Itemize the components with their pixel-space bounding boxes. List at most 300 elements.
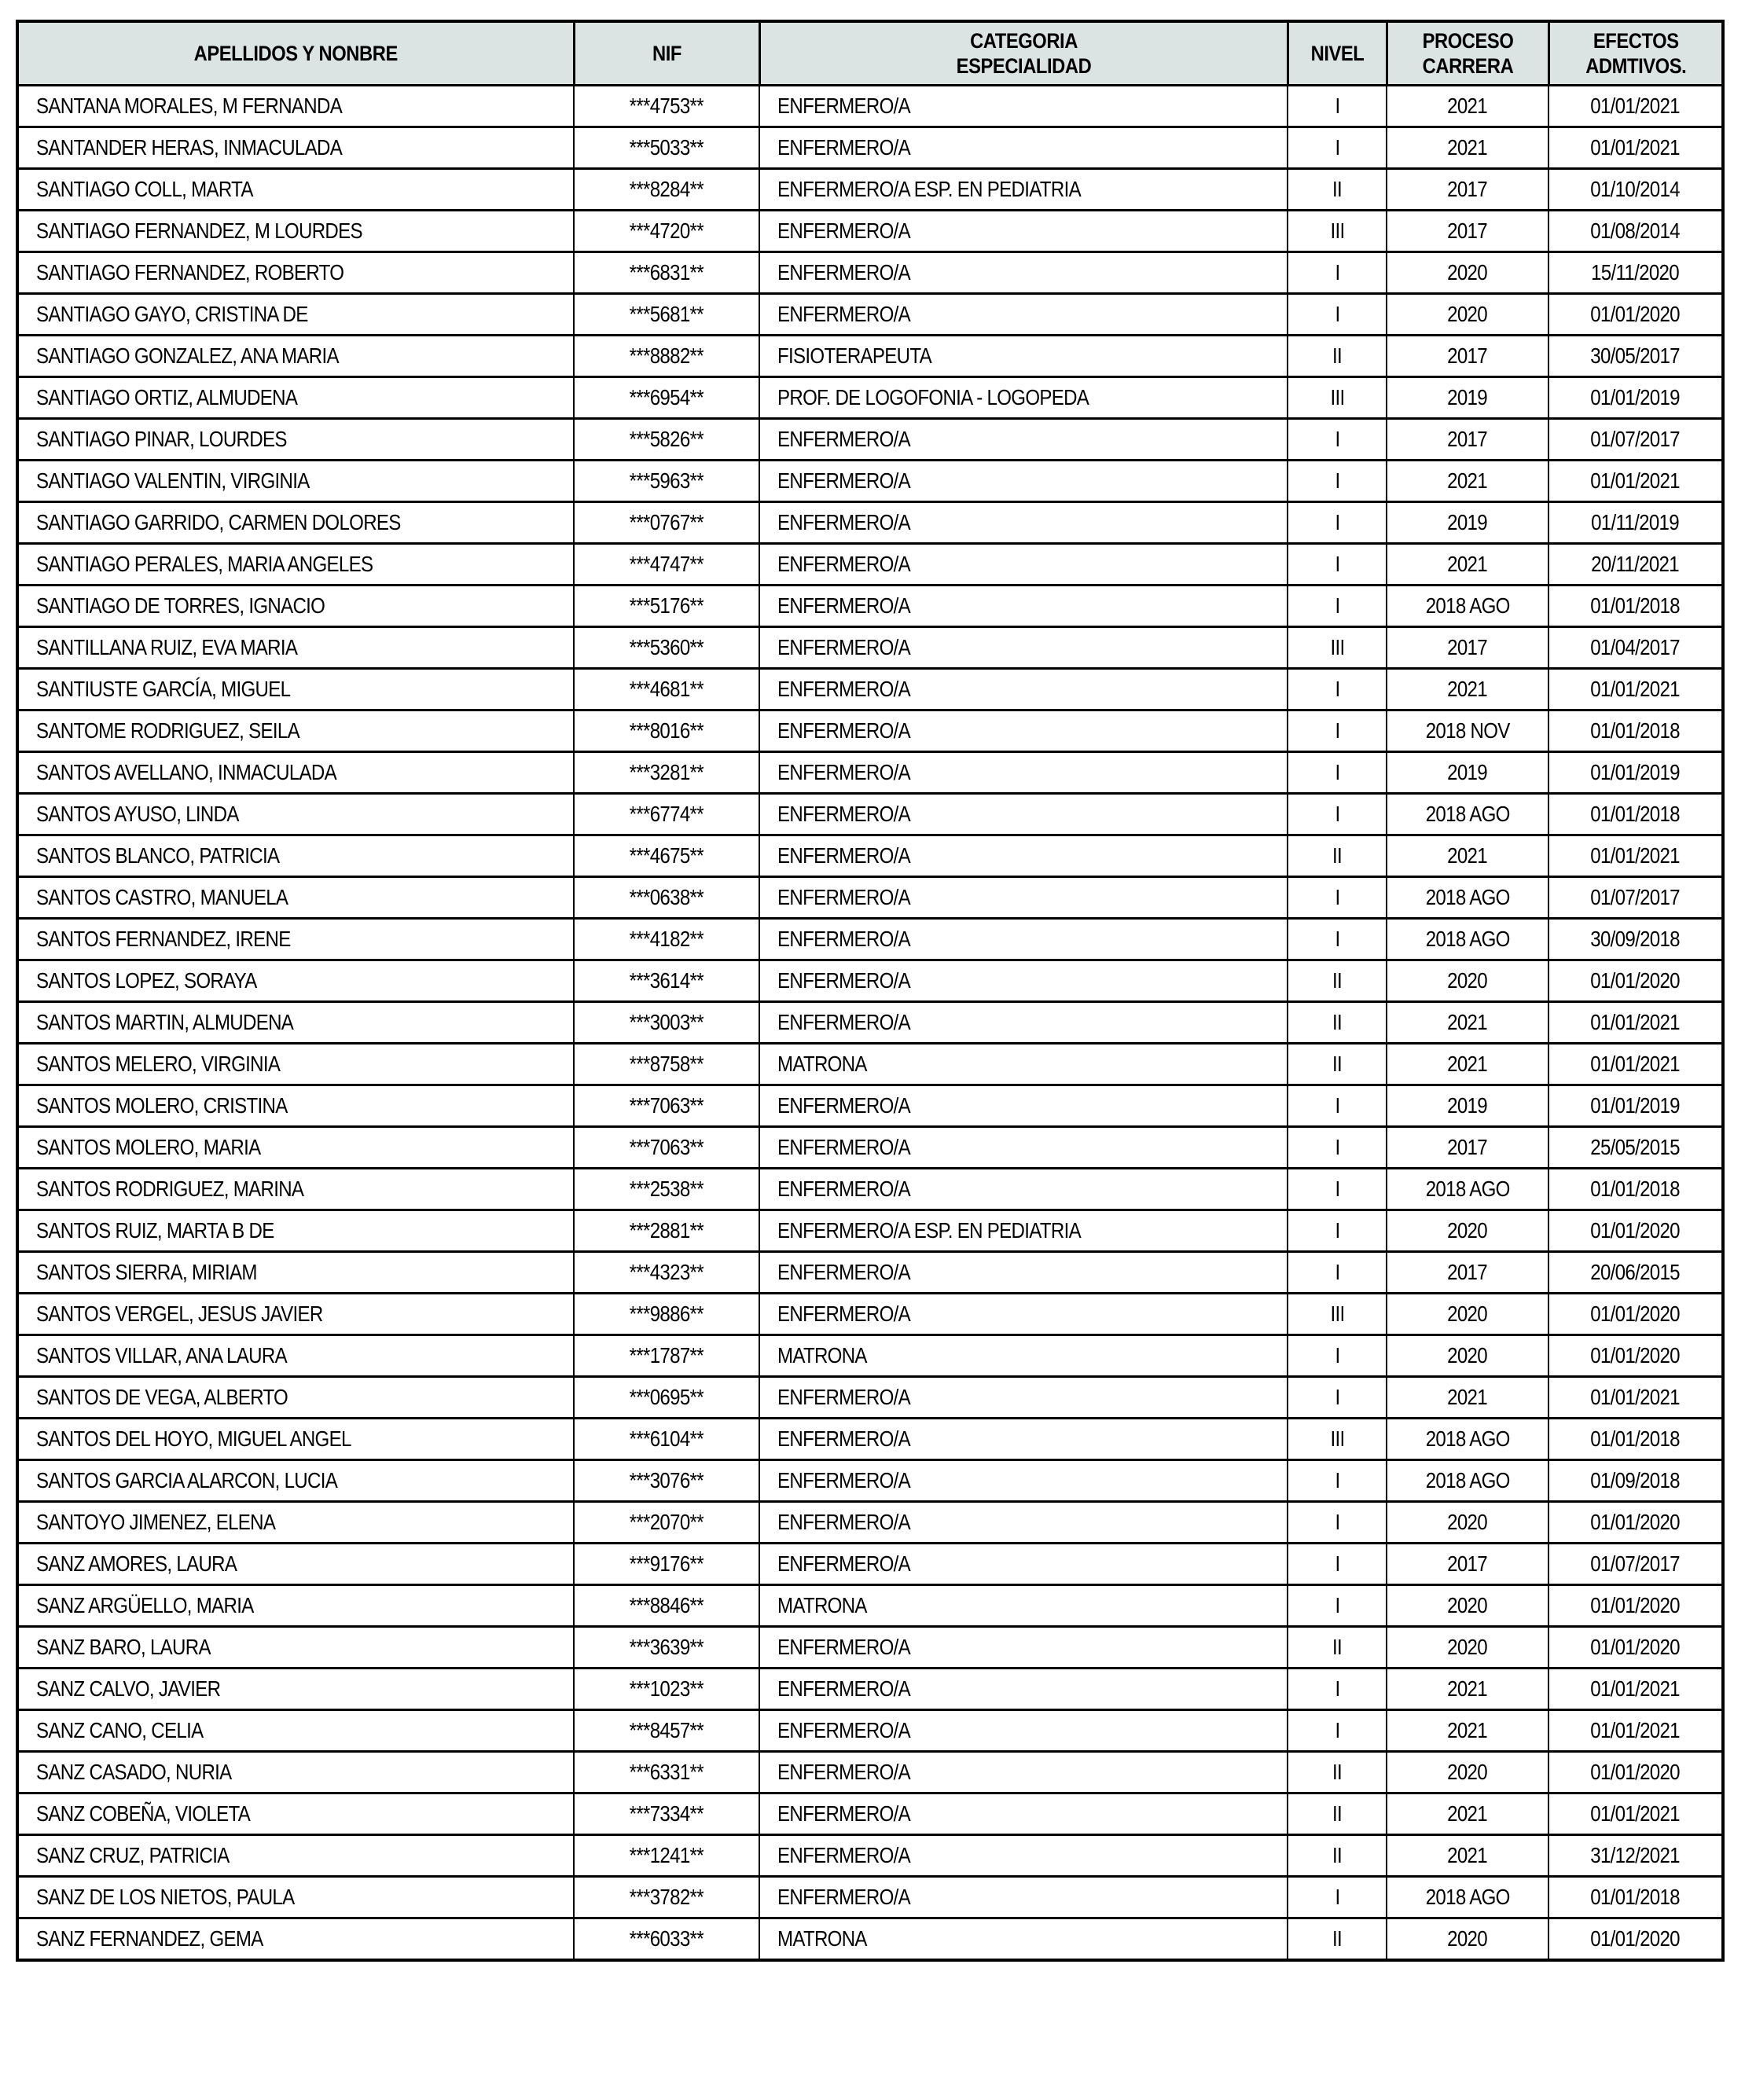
- cell-categoria-text: ENFERMERO/A: [777, 1301, 911, 1326]
- cell-nif: [574, 1294, 759, 1335]
- cell-nivel-text: I: [1334, 1260, 1339, 1284]
- cell-nif: [574, 1710, 759, 1752]
- cell-name: [17, 86, 574, 127]
- cell-name-text: SANTIAGO ORTIZ, ALMUDENA: [36, 385, 298, 409]
- cell-nif-text: ***0695**: [629, 1385, 704, 1409]
- table-row: [17, 877, 1723, 919]
- cell-proceso-text: 2020: [1447, 1218, 1488, 1243]
- cell-efectos-text: 01/01/2021: [1590, 1801, 1681, 1826]
- cell-nivel: [1288, 1918, 1387, 1961]
- cell-nivel: [1288, 252, 1387, 294]
- cell-efectos-text: 20/11/2021: [1591, 552, 1680, 576]
- cell-nivel-text: I: [1334, 1593, 1339, 1617]
- cell-proceso: [1387, 710, 1548, 752]
- cell-name-text: SANZ FERNANDEZ, GEMA: [36, 1926, 263, 1951]
- cell-name-text: SANTIAGO GARRIDO, CARMEN DOLORES: [36, 510, 401, 534]
- cell-name: [17, 752, 574, 794]
- cell-nif-text: ***3076**: [629, 1468, 704, 1492]
- cell-name-text: SANZ CALVO, JAVIER: [36, 1676, 221, 1701]
- column-header-efectos: [1548, 21, 1723, 86]
- cell-nif-text: ***4681**: [629, 677, 704, 701]
- cell-efectos-text: 31/12/2021: [1590, 1843, 1681, 1867]
- cell-name: [17, 1627, 574, 1669]
- column-header-name: [17, 21, 574, 86]
- cell-nif: [574, 1335, 759, 1377]
- table-row: [17, 1460, 1723, 1502]
- cell-efectos-text: 01/01/2021: [1590, 1010, 1681, 1034]
- cell-categoria-text: ENFERMERO/A: [777, 677, 911, 701]
- cell-nif-text: ***5360**: [629, 635, 704, 659]
- cell-name: [17, 1002, 574, 1044]
- table-row: [17, 1627, 1723, 1669]
- cell-proceso-text: 2020: [1447, 1301, 1488, 1326]
- cell-nivel-text: I: [1334, 1510, 1339, 1534]
- cell-nivel: [1288, 1210, 1387, 1252]
- cell-nif-text: ***2070**: [629, 1510, 704, 1534]
- cell-name: [17, 1127, 574, 1169]
- cell-nif-text: ***4323**: [629, 1260, 704, 1284]
- cell-nivel-text: I: [1334, 1885, 1339, 1909]
- cell-proceso-text: 2018 AGO: [1425, 885, 1510, 909]
- cell-efectos-text: 20/06/2015: [1590, 1260, 1681, 1284]
- cell-proceso-text: 2018 AGO: [1425, 1426, 1510, 1451]
- cell-nivel: [1288, 1544, 1387, 1585]
- cell-proceso: [1387, 461, 1548, 502]
- column-header-label: EFECTOS: [1593, 29, 1679, 53]
- cell-nivel: [1288, 294, 1387, 336]
- cell-nif-text: ***1241**: [629, 1843, 704, 1867]
- cell-proceso: [1387, 1877, 1548, 1918]
- cell-proceso-text: 2021: [1447, 94, 1488, 118]
- cell-proceso-text: 2021: [1447, 1676, 1488, 1701]
- cell-categoria: [759, 586, 1288, 627]
- cell-categoria: [759, 1294, 1288, 1335]
- cell-efectos-text: 15/11/2020: [1591, 260, 1680, 285]
- column-header-nivel: [1288, 21, 1387, 86]
- cell-efectos: [1548, 502, 1723, 544]
- cell-name: [17, 1294, 574, 1335]
- cell-nivel: [1288, 1085, 1387, 1127]
- cell-name-text: SANTOS GARCIA ALARCON, LUCIA: [36, 1468, 338, 1492]
- cell-efectos: [1548, 1377, 1723, 1419]
- cell-name: [17, 1044, 574, 1085]
- cell-nif: [574, 835, 759, 877]
- cell-efectos: [1548, 1002, 1723, 1044]
- cell-categoria: [759, 1752, 1288, 1793]
- table-row: [17, 1002, 1723, 1044]
- table-row: [17, 1335, 1723, 1377]
- cell-nif: [574, 86, 759, 127]
- cell-name: [17, 419, 574, 461]
- cell-nif: [574, 1585, 759, 1627]
- cell-nif: [574, 1044, 759, 1085]
- cell-nivel-text: I: [1334, 510, 1339, 534]
- cell-nif-text: ***9886**: [629, 1301, 704, 1326]
- cell-categoria-text: ENFERMERO/A: [777, 1885, 911, 1909]
- cell-nivel: [1288, 835, 1387, 877]
- cell-proceso: [1387, 835, 1548, 877]
- cell-nivel-text: II: [1332, 1801, 1343, 1826]
- cell-nif-text: ***6033**: [629, 1926, 704, 1951]
- cell-nif: [574, 960, 759, 1002]
- cell-categoria-text: MATRONA: [777, 1593, 867, 1617]
- cell-categoria: [759, 377, 1288, 419]
- cell-nivel: [1288, 1710, 1387, 1752]
- cell-nif: [574, 1377, 759, 1419]
- cell-proceso-text: 2018 AGO: [1425, 802, 1510, 826]
- cell-categoria-text: ENFERMERO/A: [777, 1843, 911, 1867]
- cell-nivel-text: II: [1332, 343, 1343, 368]
- cell-nivel: [1288, 502, 1387, 544]
- cell-categoria-text: ENFERMERO/A: [777, 718, 911, 743]
- cell-nif-text: ***4747**: [629, 552, 704, 576]
- cell-nif-text: ***8882**: [629, 343, 704, 368]
- cell-categoria-text: MATRONA: [777, 1343, 867, 1368]
- cell-proceso: [1387, 1252, 1548, 1294]
- cell-name: [17, 211, 574, 252]
- cell-nif: [574, 502, 759, 544]
- cell-nivel-text: I: [1334, 1177, 1339, 1201]
- cell-name: [17, 627, 574, 669]
- cell-name-text: SANTIAGO VALENTIN, VIRGINIA: [36, 468, 310, 493]
- cell-efectos-text: 01/07/2017: [1590, 1551, 1681, 1576]
- cell-name-text: SANTOS FERNANDEZ, IRENE: [36, 927, 291, 951]
- cell-categoria-text: ENFERMERO/A: [777, 1510, 911, 1534]
- cell-nivel-text: III: [1329, 385, 1345, 409]
- cell-nivel: [1288, 1294, 1387, 1335]
- cell-nif: [574, 1002, 759, 1044]
- cell-nif-text: ***4753**: [629, 94, 704, 118]
- column-header-label: ADMTIVOS.: [1585, 54, 1686, 78]
- cell-nif: [574, 752, 759, 794]
- cell-nif-text: ***7063**: [629, 1135, 704, 1159]
- cell-name: [17, 1335, 574, 1377]
- cell-efectos-text: 01/07/2017: [1590, 885, 1681, 909]
- cell-proceso: [1387, 1127, 1548, 1169]
- column-header-label: CARRERA: [1422, 54, 1513, 78]
- cell-efectos-text: 01/01/2021: [1590, 1385, 1681, 1409]
- cell-proceso-text: 2020: [1447, 1343, 1488, 1368]
- cell-categoria-text: ENFERMERO/A: [777, 1260, 911, 1284]
- cell-efectos: [1548, 710, 1723, 752]
- cell-categoria-text: ENFERMERO/A: [777, 1760, 911, 1784]
- cell-efectos: [1548, 1918, 1723, 1961]
- cell-categoria: [759, 1585, 1288, 1627]
- cell-nivel: [1288, 1877, 1387, 1918]
- cell-proceso-text: 2020: [1447, 260, 1488, 285]
- cell-nivel: [1288, 1502, 1387, 1544]
- cell-proceso: [1387, 794, 1548, 835]
- cell-proceso-text: 2020: [1447, 968, 1488, 993]
- cell-categoria: [759, 1793, 1288, 1835]
- cell-categoria-text: ENFERMERO/A: [777, 1468, 911, 1492]
- cell-categoria-text: MATRONA: [777, 1052, 867, 1076]
- cell-proceso-text: 2017: [1447, 177, 1488, 201]
- cell-nivel-text: I: [1334, 1218, 1339, 1243]
- cell-efectos: [1548, 627, 1723, 669]
- cell-efectos: [1548, 1502, 1723, 1544]
- cell-categoria-text: MATRONA: [777, 1926, 867, 1951]
- cell-proceso-text: 2021: [1447, 1385, 1488, 1409]
- cell-categoria: [759, 960, 1288, 1002]
- cell-efectos-text: 01/01/2020: [1590, 968, 1681, 993]
- cell-nif-text: ***4720**: [629, 218, 704, 243]
- table-row: [17, 1502, 1723, 1544]
- table-row: [17, 1419, 1723, 1460]
- cell-categoria: [759, 1085, 1288, 1127]
- cell-nif: [574, 794, 759, 835]
- cell-efectos-text: 01/01/2018: [1590, 802, 1681, 826]
- cell-name-text: SANTIAGO COLL, MARTA: [36, 177, 253, 201]
- header-row: [17, 21, 1723, 86]
- cell-proceso-text: 2020: [1447, 1510, 1488, 1534]
- table-row: [17, 1835, 1723, 1877]
- cell-proceso-text: 2021: [1447, 552, 1488, 576]
- cell-categoria-text: ENFERMERO/A: [777, 843, 911, 868]
- cell-proceso-text: 2020: [1447, 302, 1488, 326]
- cell-name-text: SANTILLANA RUIZ, EVA MARIA: [36, 635, 298, 659]
- cell-nif-text: ***1023**: [629, 1676, 704, 1701]
- cell-categoria: [759, 1210, 1288, 1252]
- cell-nif: [574, 419, 759, 461]
- cell-name-text: SANTIAGO GONZALEZ, ANA MARIA: [36, 343, 339, 368]
- cell-nivel: [1288, 794, 1387, 835]
- cell-categoria: [759, 211, 1288, 252]
- cell-categoria-text: ENFERMERO/A: [777, 1551, 911, 1576]
- cell-categoria: [759, 1627, 1288, 1669]
- cell-proceso: [1387, 1419, 1548, 1460]
- cell-nivel-text: I: [1334, 552, 1339, 576]
- cell-categoria: [759, 1835, 1288, 1877]
- cell-efectos: [1548, 1085, 1723, 1127]
- cell-categoria-text: ENFERMERO/A: [777, 510, 911, 534]
- cell-efectos: [1548, 1544, 1723, 1585]
- cell-nif: [574, 1502, 759, 1544]
- cell-name: [17, 669, 574, 710]
- table-row: [17, 1252, 1723, 1294]
- cell-nivel: [1288, 1419, 1387, 1460]
- cell-nivel: [1288, 336, 1387, 377]
- cell-nivel: [1288, 1835, 1387, 1877]
- cell-categoria-text: ENFERMERO/A: [777, 302, 911, 326]
- cell-proceso: [1387, 1835, 1548, 1877]
- cell-name-text: SANTIAGO DE TORRES, IGNACIO: [36, 593, 325, 618]
- cell-nivel-text: I: [1334, 1343, 1339, 1368]
- cell-efectos: [1548, 1710, 1723, 1752]
- column-header-label: CATEGORIA: [969, 29, 1078, 53]
- column-header-label: APELLIDOS Y NONBRE: [193, 42, 398, 65]
- cell-name: [17, 919, 574, 960]
- cell-categoria: [759, 794, 1288, 835]
- table-row: [17, 1793, 1723, 1835]
- cell-nif: [574, 1460, 759, 1502]
- cell-nif-text: ***9176**: [629, 1551, 704, 1576]
- cell-name: [17, 1210, 574, 1252]
- cell-nif-text: ***5176**: [629, 593, 704, 618]
- cell-efectos-text: 01/01/2021: [1590, 1718, 1681, 1742]
- cell-nif-text: ***5963**: [629, 468, 704, 493]
- cell-nif: [574, 1835, 759, 1877]
- cell-categoria-text: PROF. DE LOGOFONIA - LOGOPEDA: [777, 385, 1089, 409]
- cell-nivel-text: III: [1329, 1426, 1345, 1451]
- cell-categoria-text: ENFERMERO/A: [777, 468, 911, 493]
- cell-nif-text: ***6954**: [629, 385, 704, 409]
- cell-categoria: [759, 336, 1288, 377]
- cell-proceso-text: 2021: [1447, 1010, 1488, 1034]
- cell-efectos: [1548, 252, 1723, 294]
- cell-efectos: [1548, 1419, 1723, 1460]
- cell-name-text: SANTOS LOPEZ, SORAYA: [36, 968, 257, 993]
- cell-nivel-text: I: [1334, 468, 1339, 493]
- cell-name: [17, 377, 574, 419]
- cell-name-text: SANTIAGO GAYO, CRISTINA DE: [36, 302, 308, 326]
- cell-categoria: [759, 1377, 1288, 1419]
- cell-efectos-text: 01/01/2018: [1590, 1177, 1681, 1201]
- cell-efectos-text: 01/01/2021: [1590, 135, 1681, 160]
- cell-categoria-text: ENFERMERO/A: [777, 1676, 911, 1701]
- cell-categoria-text: ENFERMERO/A: [777, 552, 911, 576]
- cell-proceso-text: 2017: [1447, 1551, 1488, 1576]
- cell-efectos: [1548, 919, 1723, 960]
- table-row: [17, 461, 1723, 502]
- cell-efectos: [1548, 877, 1723, 919]
- cell-nivel-text: I: [1334, 718, 1339, 743]
- cell-categoria: [759, 1169, 1288, 1210]
- cell-proceso-text: 2021: [1447, 135, 1488, 160]
- cell-name-text: SANTOS DEL HOYO, MIGUEL ANGEL: [36, 1426, 351, 1451]
- table-row: [17, 211, 1723, 252]
- cell-categoria-text: ENFERMERO/A: [777, 427, 911, 451]
- cell-nivel-text: II: [1332, 1010, 1343, 1034]
- cell-nivel-text: II: [1332, 1760, 1343, 1784]
- cell-name: [17, 710, 574, 752]
- cell-name: [17, 586, 574, 627]
- cell-nif: [574, 1210, 759, 1252]
- table-body: [17, 86, 1723, 1961]
- cell-name: [17, 1835, 574, 1877]
- cell-nivel: [1288, 1627, 1387, 1669]
- cell-efectos: [1548, 1877, 1723, 1918]
- cell-name-text: SANTOS MARTIN, ALMUDENA: [36, 1010, 294, 1034]
- cell-name: [17, 544, 574, 586]
- cell-proceso-text: 2018 AGO: [1425, 927, 1510, 951]
- cell-name: [17, 1460, 574, 1502]
- cell-nivel: [1288, 86, 1387, 127]
- cell-name-text: SANZ ARGÜELLO, MARIA: [36, 1593, 254, 1617]
- cell-efectos: [1548, 1669, 1723, 1710]
- cell-name: [17, 336, 574, 377]
- cell-proceso-text: 2017: [1447, 1260, 1488, 1284]
- cell-categoria: [759, 1044, 1288, 1085]
- cell-categoria: [759, 544, 1288, 586]
- cell-nivel: [1288, 669, 1387, 710]
- cell-proceso: [1387, 1044, 1548, 1085]
- cell-nif-text: ***2538**: [629, 1177, 704, 1201]
- cell-efectos: [1548, 1793, 1723, 1835]
- table-row: [17, 960, 1723, 1002]
- cell-categoria-text: ENFERMERO/A: [777, 1635, 911, 1659]
- cell-name: [17, 1419, 574, 1460]
- cell-name-text: SANZ AMORES, LAURA: [36, 1551, 237, 1576]
- cell-categoria: [759, 294, 1288, 336]
- cell-nivel-text: III: [1329, 218, 1345, 243]
- cell-efectos-text: 01/01/2020: [1590, 1510, 1681, 1534]
- table-row: [17, 669, 1723, 710]
- cell-name-text: SANTIUSTE GARCÍA, MIGUEL: [36, 677, 291, 701]
- table-row: [17, 1710, 1723, 1752]
- cell-nif-text: ***0767**: [629, 510, 704, 534]
- cell-nivel: [1288, 1127, 1387, 1169]
- cell-nif-text: ***8016**: [629, 718, 704, 743]
- cell-efectos-text: 01/07/2017: [1590, 427, 1681, 451]
- cell-efectos: [1548, 1627, 1723, 1669]
- cell-proceso-text: 2019: [1447, 385, 1488, 409]
- cell-nif: [574, 669, 759, 710]
- cell-proceso: [1387, 336, 1548, 377]
- cell-proceso: [1387, 1169, 1548, 1210]
- cell-nivel-text: I: [1334, 302, 1339, 326]
- cell-nif-text: ***6831**: [629, 260, 704, 285]
- cell-nif: [574, 1793, 759, 1835]
- cell-name-text: SANTOS DE VEGA, ALBERTO: [36, 1385, 288, 1409]
- cell-nivel: [1288, 1002, 1387, 1044]
- cell-nivel-text: I: [1334, 677, 1339, 701]
- cell-name-text: SANTIAGO PINAR, LOURDES: [36, 427, 287, 451]
- table-row: [17, 710, 1723, 752]
- cell-efectos-text: 01/01/2018: [1590, 1885, 1681, 1909]
- cell-name: [17, 169, 574, 211]
- cell-proceso-text: 2020: [1447, 1760, 1488, 1784]
- cell-categoria-text: ENFERMERO/A: [777, 593, 911, 618]
- cell-nivel: [1288, 419, 1387, 461]
- cell-nif-text: ***4182**: [629, 927, 704, 951]
- cell-nif-text: ***5826**: [629, 427, 704, 451]
- cell-nivel: [1288, 586, 1387, 627]
- table-row: [17, 1377, 1723, 1419]
- cell-proceso-text: 2019: [1447, 1093, 1488, 1118]
- cell-nif: [574, 1877, 759, 1918]
- cell-nivel-text: I: [1334, 1135, 1339, 1159]
- cell-proceso: [1387, 586, 1548, 627]
- cell-nivel-text: I: [1334, 1093, 1339, 1118]
- cell-proceso-text: 2018 AGO: [1425, 1177, 1510, 1201]
- cell-proceso: [1387, 1793, 1548, 1835]
- cell-name-text: SANZ DE LOS NIETOS, PAULA: [36, 1885, 295, 1909]
- cell-efectos-text: 01/01/2021: [1590, 843, 1681, 868]
- cell-efectos-text: 30/09/2018: [1590, 927, 1681, 951]
- cell-nif: [574, 1627, 759, 1669]
- cell-nif: [574, 877, 759, 919]
- cell-nif-text: ***3281**: [629, 760, 704, 784]
- table-row: [17, 1918, 1723, 1961]
- cell-efectos: [1548, 586, 1723, 627]
- cell-efectos-text: 01/01/2021: [1590, 468, 1681, 493]
- cell-categoria: [759, 169, 1288, 211]
- cell-proceso-text: 2018 NOV: [1425, 718, 1510, 743]
- cell-efectos: [1548, 211, 1723, 252]
- cell-name-text: SANTOS RODRIGUEZ, MARINA: [36, 1177, 304, 1201]
- cell-categoria-text: ENFERMERO/A: [777, 1385, 911, 1409]
- cell-categoria-text: ENFERMERO/A: [777, 94, 911, 118]
- table-row: [17, 1752, 1723, 1793]
- cell-nivel: [1288, 461, 1387, 502]
- cell-proceso-text: 2020: [1447, 1926, 1488, 1951]
- cell-efectos: [1548, 336, 1723, 377]
- cell-categoria-text: ENFERMERO/A: [777, 802, 911, 826]
- cell-categoria-text: FISIOTERAPEUTA: [777, 343, 931, 368]
- cell-categoria: [759, 835, 1288, 877]
- cell-nivel-text: I: [1334, 1385, 1339, 1409]
